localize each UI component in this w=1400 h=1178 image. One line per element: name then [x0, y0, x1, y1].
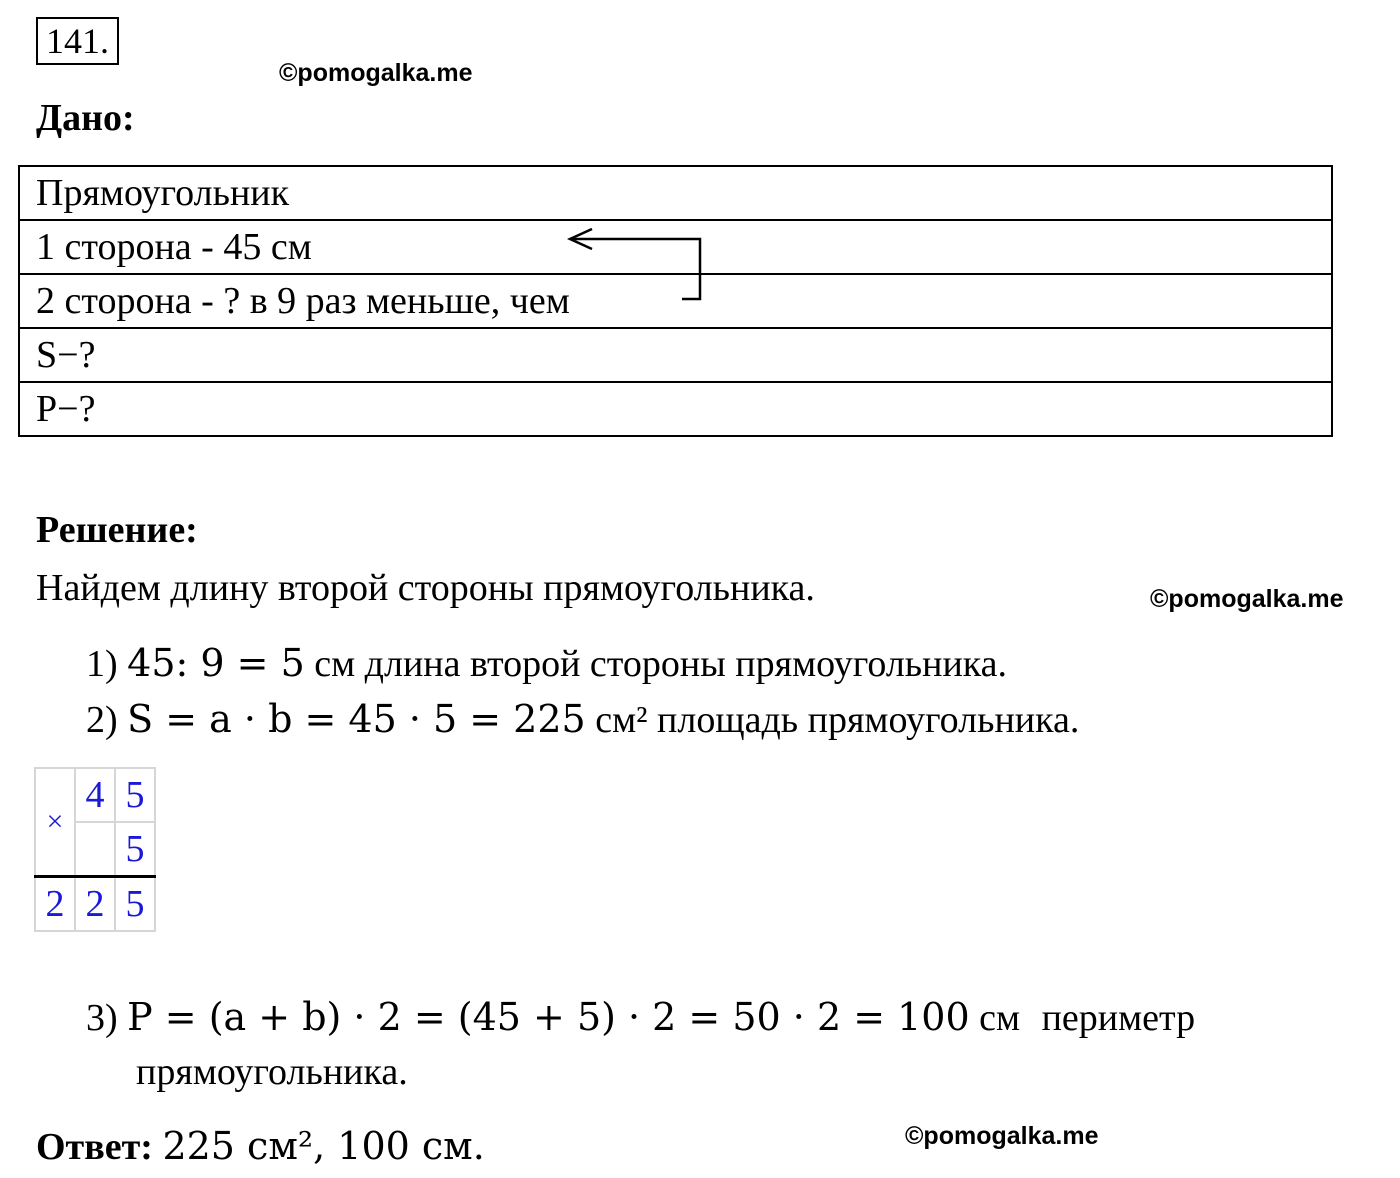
step-3-formula: P = (a + b) · 2 = (45 + 5) · 2 = 50 · 2 = 100: [127, 995, 970, 1039]
step-2-number: 2): [86, 699, 118, 741]
step-3-continuation: прямоугольника.: [136, 1051, 408, 1093]
step-2-formula: S = a · b = 45 · 5 = 225: [127, 697, 586, 741]
multiplication-grid: [34, 767, 156, 932]
grid-cell: 4: [75, 768, 115, 822]
answer-label: Ответ:: [36, 1126, 153, 1168]
given-row-side1: 1 сторона - 45 см: [19, 220, 1332, 274]
answer: [36, 1124, 485, 1169]
watermark-middle: ©pomogalka.me: [1150, 585, 1344, 613]
grid-result-cell: 5: [115, 877, 155, 932]
step-1-number: 1): [86, 643, 118, 685]
step-1: [86, 641, 1007, 686]
grid-cell: 5: [115, 768, 155, 822]
task-number-box: 141.: [36, 17, 119, 65]
step-3: [86, 995, 1195, 1040]
given-row-figure: Прямоугольник: [19, 166, 1332, 220]
step-1-text: см длина второй стороны прямоугольника.: [314, 643, 1008, 685]
given-heading: Дано:: [36, 97, 135, 139]
step-2: [86, 697, 1079, 742]
step-3-text: периметр: [1041, 997, 1196, 1039]
reference-arrow: [560, 225, 710, 310]
given-row-area: S−?: [19, 328, 1332, 382]
step-2-text: площадь прямоугольника.: [657, 699, 1080, 741]
grid-cell: 5: [115, 822, 155, 877]
given-row-perimeter: P−?: [19, 382, 1332, 436]
step-1-formula: 45: 9 = 5: [127, 641, 305, 685]
watermark-top: ©pomogalka.me: [279, 59, 473, 87]
given-row-side2: 2 сторона - ? в 9 раз меньше, чем: [19, 274, 1332, 328]
grid-cell: [75, 822, 115, 877]
solution-heading: Решение:: [36, 509, 198, 551]
step-3-number: 3): [86, 997, 118, 1039]
step-3-unit: см: [979, 997, 1021, 1039]
grid-result-cell: 2: [35, 877, 75, 932]
watermark-bottom: ©pomogalka.me: [905, 1122, 1099, 1150]
solution-intro: Найдем длину второй стороны прямоугольника.: [36, 567, 815, 609]
answer-value: 225 см², 100 см.: [162, 1124, 485, 1168]
multiplication-sign: ×: [35, 768, 75, 877]
grid-result-cell: 2: [75, 877, 115, 932]
step-2-unit: см²: [595, 699, 648, 741]
